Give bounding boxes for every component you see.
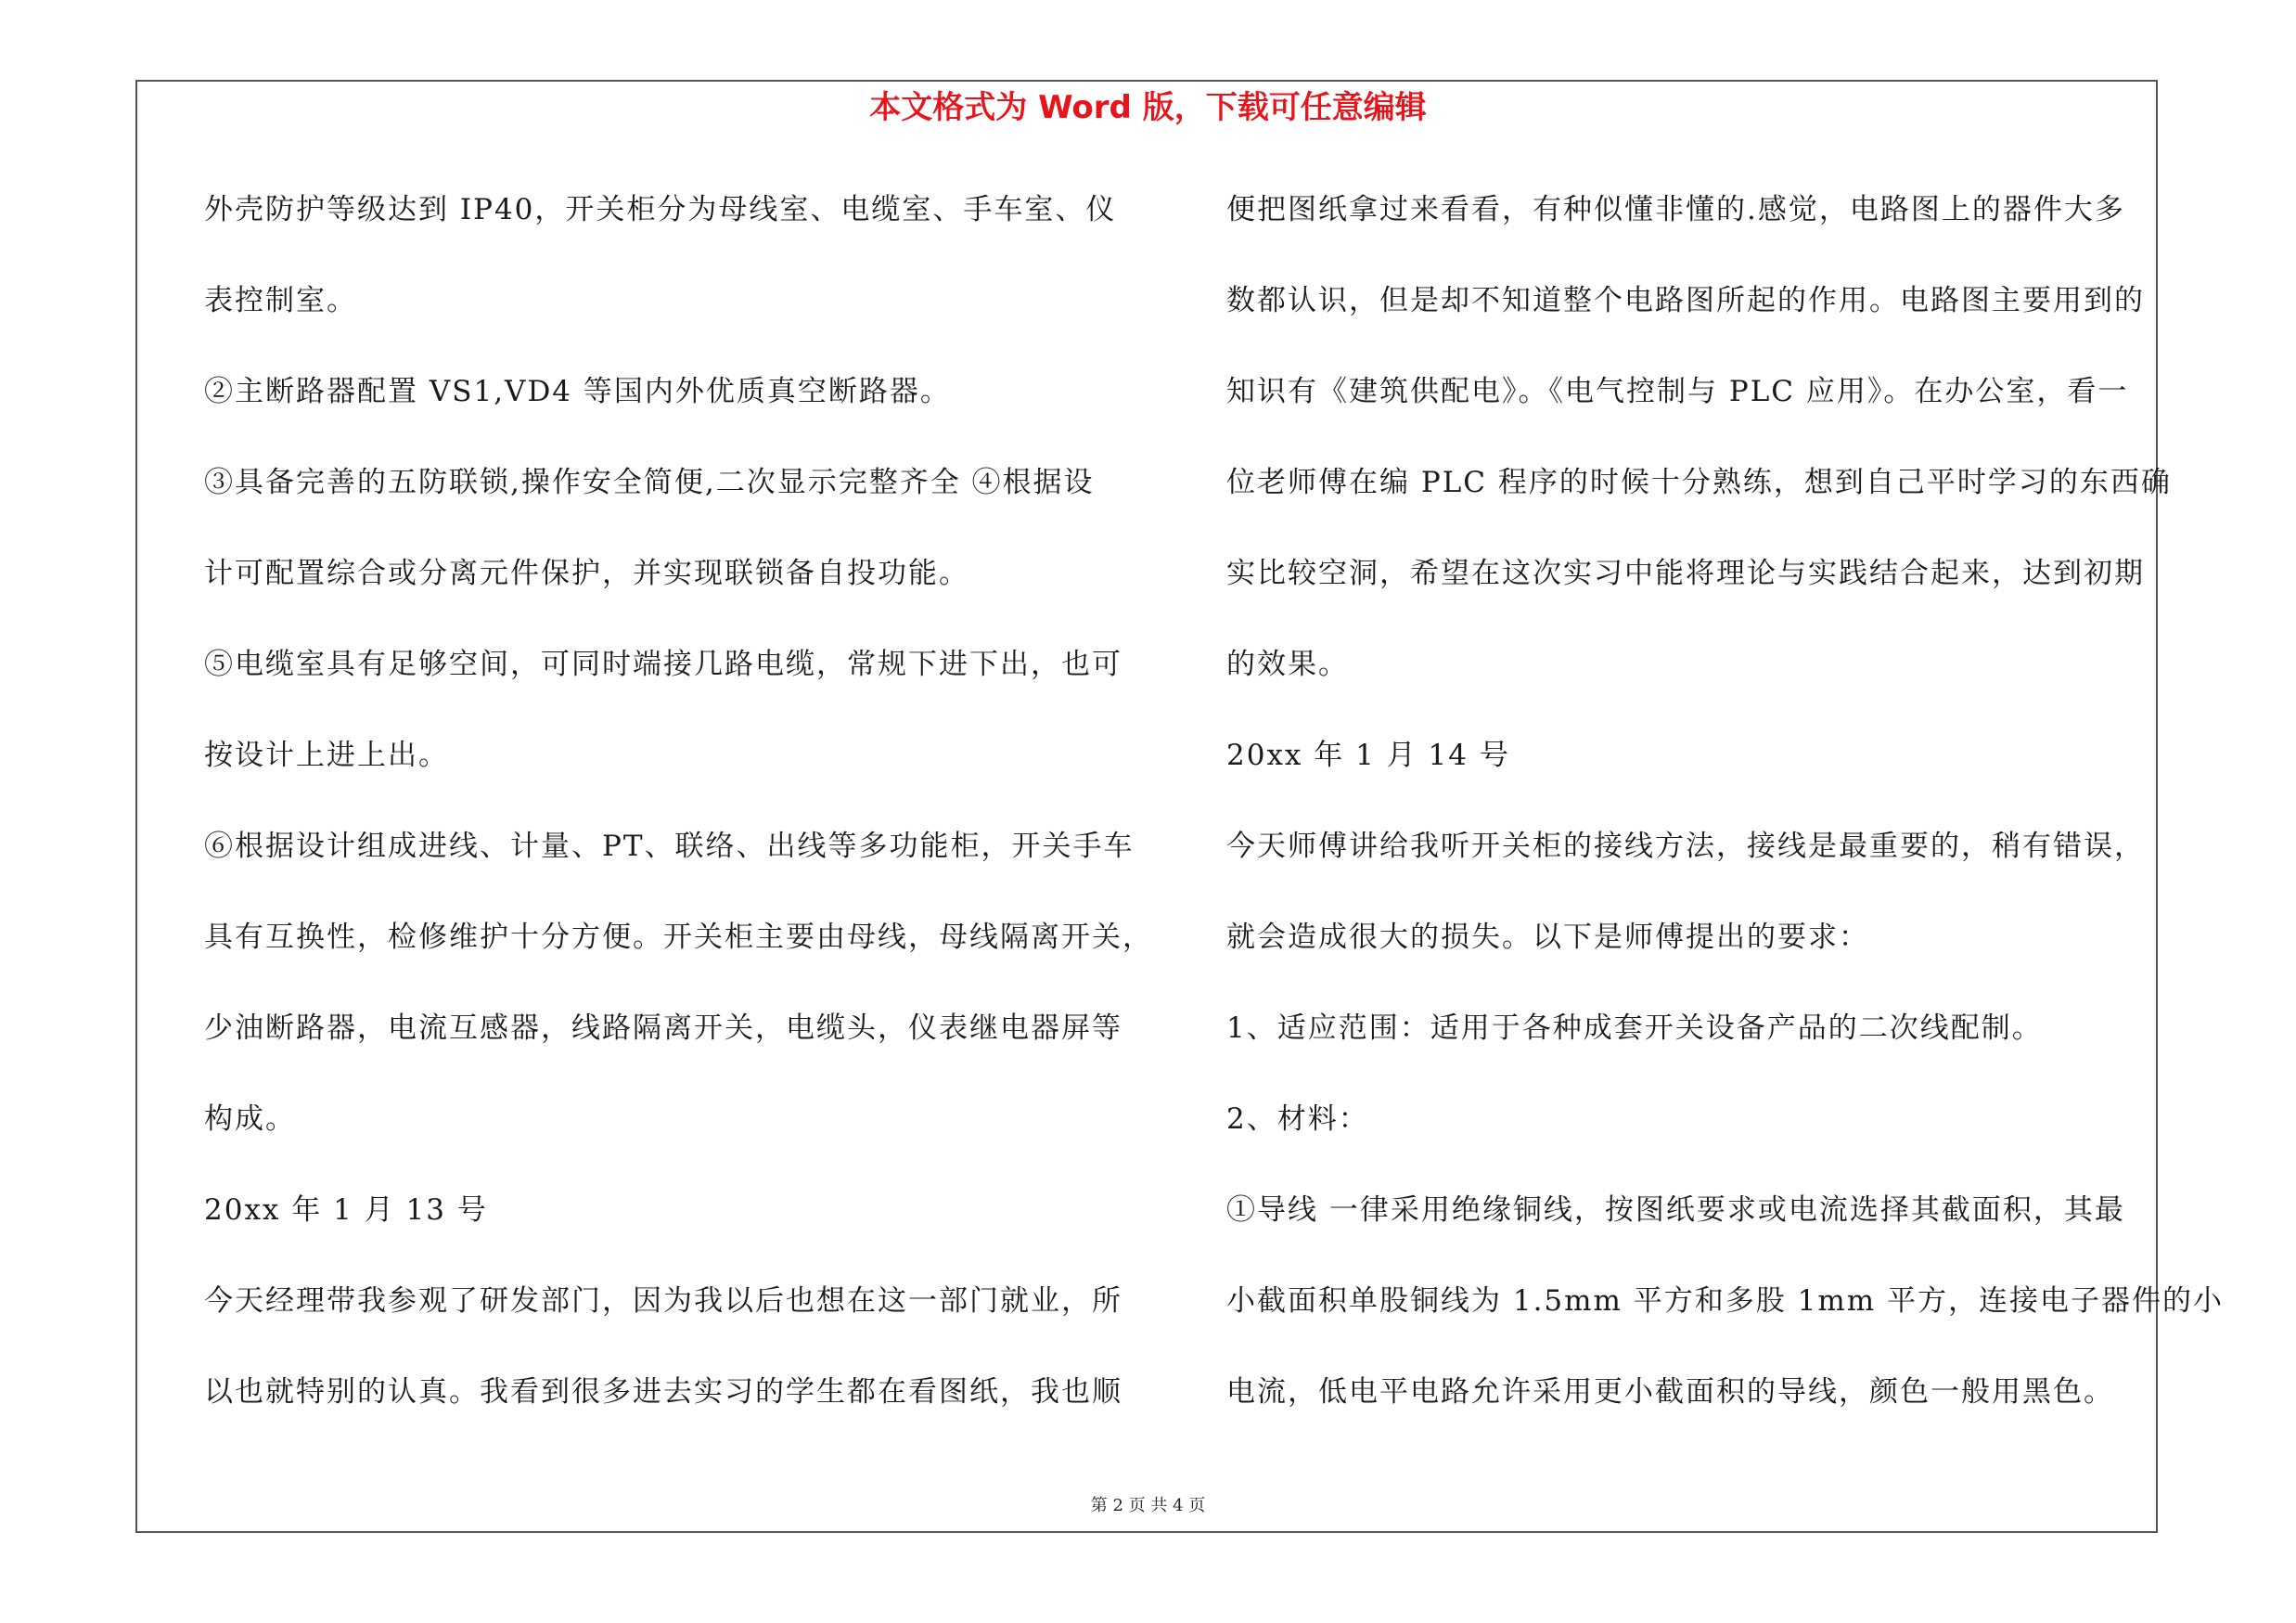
text-line: 按设计上进上出。 xyxy=(204,739,449,772)
date-heading: 20xx 年 1 月 14 号 xyxy=(1226,739,1510,772)
page-number-footer: 第 2 页 共 4 页 xyxy=(1090,1496,1206,1515)
text-line: ③具备完善的五防联锁,操作安全简便,二次显示完整齐全 ④根据设 xyxy=(204,466,1095,499)
text-line: 1、适应范围：适用于各种成套开关设备产品的二次线配制。 xyxy=(1226,1011,2043,1045)
text-line: 今天师傅讲给我听开关柜的接线方法，接线是最重要的，稍有错误， xyxy=(1226,830,2145,863)
text-line: 外壳防护等级达到 IP40，开关柜分为母线室、电缆室、手车室、仪 xyxy=(204,193,1117,226)
text-line: ①导线 一律采用绝缘铜线，按图纸要求或电流选择其截面积，其最 xyxy=(1226,1193,2125,1227)
text-line: 电流，低电平电路允许采用更小截面积的导线，颜色一般用黑色。 xyxy=(1226,1375,2114,1409)
text-line: 以也就特别的认真。我看到很多进去实习的学生都在看图纸，我也顺 xyxy=(204,1375,1122,1409)
left-column xyxy=(204,182,1153,1455)
text-line: 计可配置综合或分离元件保护，并实现联锁备自投功能。 xyxy=(204,557,969,590)
text-line: 小截面积单股铜线为 1.5mm 平方和多股 1mm 平方，连接电子器件的小 xyxy=(1226,1284,2225,1318)
text-line: 数都认识，但是却不知道整个电路图所起的作用。电路图主要用到的 xyxy=(1226,284,2145,317)
text-line: 构成。 xyxy=(204,1102,296,1136)
text-line: 就会造成很大的损失。以下是师傅提出的要求： xyxy=(1226,921,1869,954)
text-line: 少油断路器，电流互感器，线路隔离开关，电缆头，仪表继电器屏等 xyxy=(204,1011,1122,1045)
text-line: 2、材料： xyxy=(1226,1102,1369,1136)
text-line: 表控制室。 xyxy=(204,284,357,317)
text-line: 今天经理带我参观了研发部门，因为我以后也想在这一部门就业，所 xyxy=(204,1284,1122,1318)
text-line: 便把图纸拿过来看看，有种似懂非懂的.感觉，电路图上的器件大多 xyxy=(1226,193,2125,226)
text-line: ⑥根据设计组成进线、计量、PT、联络、出线等多功能柜，开关手车 xyxy=(204,830,1135,863)
text-line: 知识有《建筑供配电》。《电气控制与 PLC 应用》。在办公室，看一 xyxy=(1226,375,2129,408)
date-heading: 20xx 年 1 月 13 号 xyxy=(204,1193,488,1227)
text-line: 位老师傅在编 PLC 程序的时候十分熟练，想到自己平时学习的东西确 xyxy=(1226,466,2172,499)
text-line: ②主断路器配置 VS1,VD4 等国内外优质真空断路器。 xyxy=(204,375,951,408)
header-banner: 本文格式为 Word 版，下载可任意编辑 xyxy=(869,89,1427,126)
text-line: 具有互换性，检修维护十分方便。开关柜主要由母线，母线隔离开关， xyxy=(204,921,1153,954)
text-line: ⑤电缆室具有足够空间，可同时端接几路电缆，常规下进下出，也可 xyxy=(204,648,1122,681)
text-line: 实比较空洞，希望在这次实习中能将理论与实践结合起来，达到初期 xyxy=(1226,557,2145,590)
right-column xyxy=(1226,182,2225,1455)
text-line: 的效果。 xyxy=(1226,648,1349,681)
